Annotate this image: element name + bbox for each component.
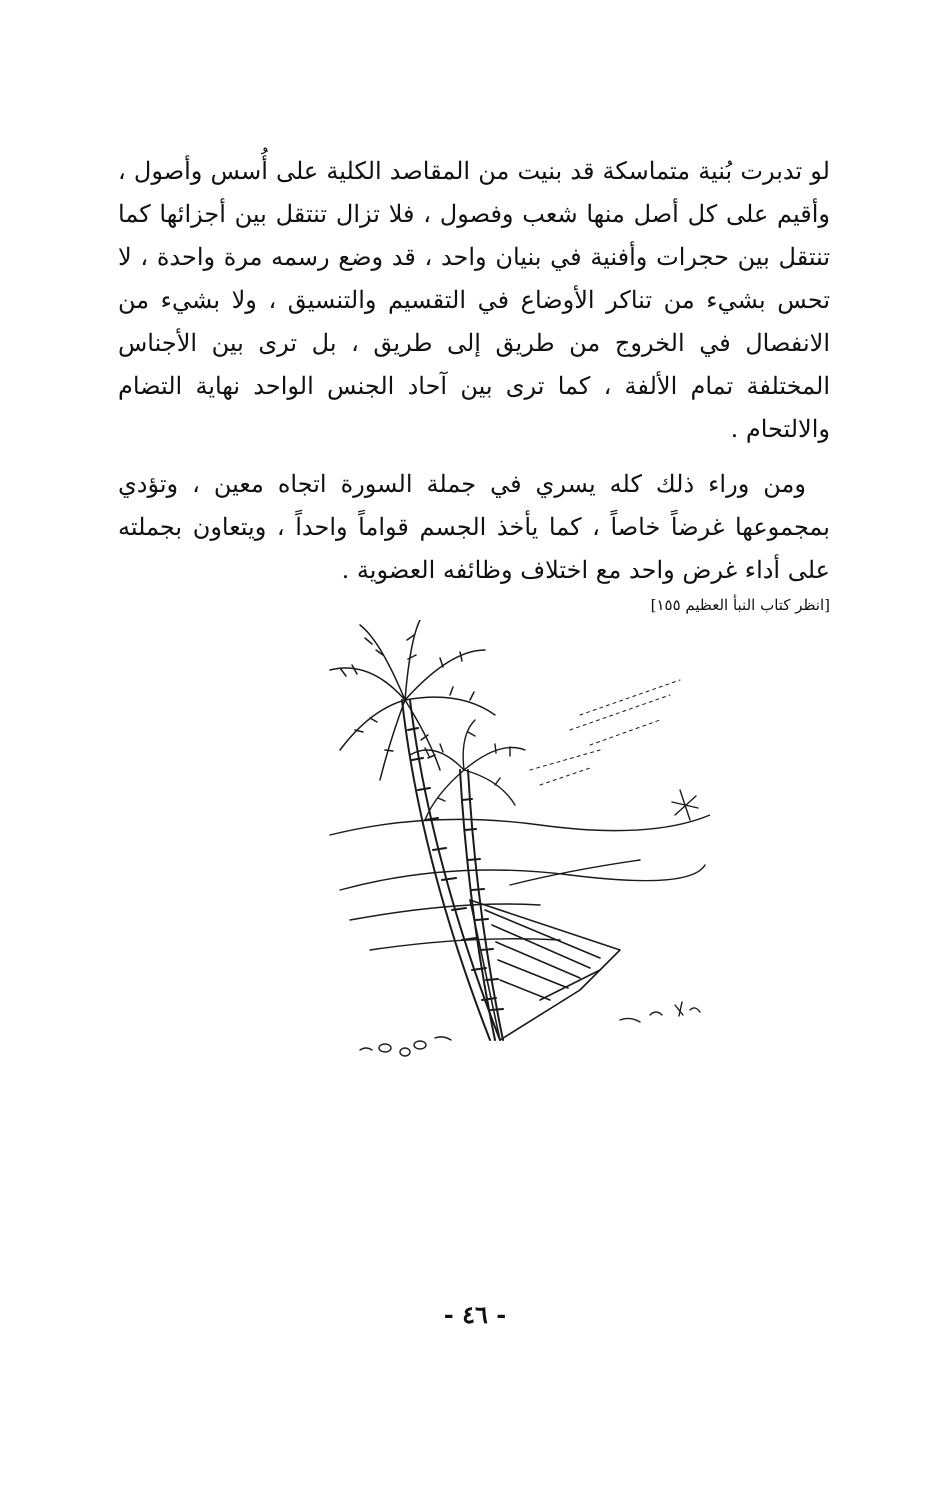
palm-oasis-illustration bbox=[310, 620, 710, 1070]
sand-streaks bbox=[530, 680, 680, 785]
page-number: - ٤٦ - bbox=[443, 1300, 507, 1329]
small-bush bbox=[672, 790, 698, 820]
body-text bbox=[118, 150, 830, 616]
paragraph-2: ومن وراء ذلك كله يسري في جملة السورة اتجاه معين ، وتؤدي بمجموعها غرضاً خاصاً ، كما يأخذ الجسم قواماً واحداً ، ويتعاون بجملته على أداء غرض واحد مع اختلاف وظائفه العضوية . bbox=[118, 470, 830, 584]
dune-lines bbox=[330, 815, 710, 950]
ground-pebbles bbox=[360, 1002, 700, 1056]
palm-fronds-1 bbox=[330, 620, 495, 780]
paragraph-1: لو تدبرت بُنية متماسكة قد بنيت من المقاصد الكلية على أُسس وأصول ، وأقيم على كل أصل منها شعب وفصول ، فلا تزال تنتقل بين أجزائها كما تنتقل بين حجرات وأفنية في بنيان واحد ، قد وضع رسمه مرة واحدة ، لا تحس بشيء من تناكر الأوضاع في التقسيم والتنسيق ، ولا بشيء من الانفصال في الخروج من طريق إلى طريق ، بل ترى بين الأجناس المختلفة تمام الألفة ، كما ترى بين آحاد الجنس الواحد نهاية التضام والالتحام . bbox=[118, 157, 831, 443]
source-citation: [انظر كتاب النبأ العظيم ١٥٥] bbox=[650, 596, 830, 614]
